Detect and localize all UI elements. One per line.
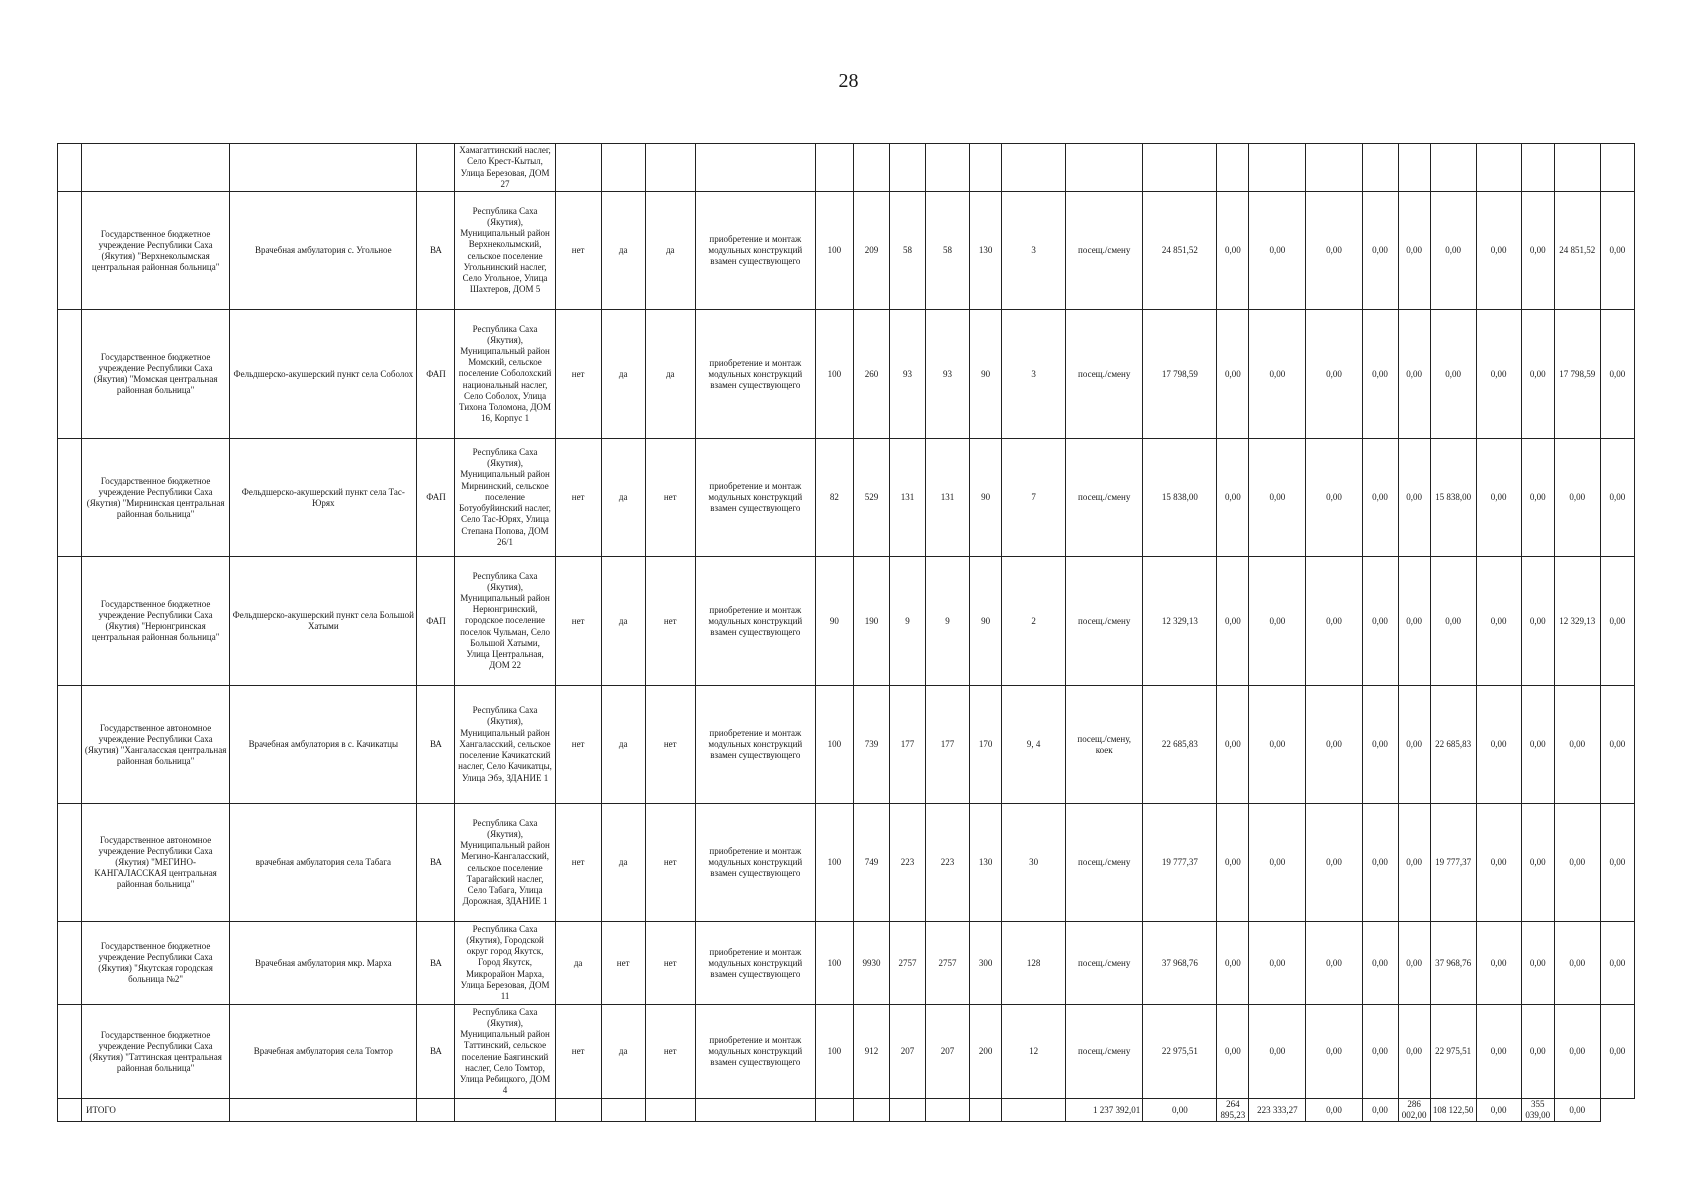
cell-m6: 0,00 <box>1430 310 1476 439</box>
cell-v6: 7 <box>1002 439 1066 557</box>
cell-measure: приобретение и монтаж модульных конструкций взамен существующего <box>695 686 815 804</box>
cell-type: ВА <box>417 192 455 310</box>
cell-m2: 0,00 <box>1249 310 1306 439</box>
table-row <box>58 557 1635 686</box>
cell-address: Республика Саха (Якутия), Муниципальный район Мирнинский, сельское поселение Ботуобуйинский наслег, Село Тас-Юрях, Улица Степана Попова, ДОМ 26/1 <box>455 439 555 557</box>
cell-m10: 0,00 <box>1600 192 1634 310</box>
cell-m8 <box>1521 144 1554 192</box>
cell-f2 <box>601 144 645 192</box>
cell-m6: 15 838,00 <box>1430 439 1476 557</box>
cell-f2: да <box>601 1005 645 1099</box>
cell <box>58 1005 82 1099</box>
cell-m8: 0,00 <box>1521 1005 1554 1099</box>
cell-m7: 0,00 <box>1476 192 1521 310</box>
cell-total: 12 329,13 <box>1143 557 1217 686</box>
cell-m6: 19 777,37 <box>1430 804 1476 922</box>
cell-m5: 0,00 <box>1398 1005 1430 1099</box>
totals-m7: 108 122,50 <box>1430 1099 1476 1122</box>
cell-facility: Фельдшерско-акушерский пункт села Соболох <box>230 310 417 439</box>
cell-v4: 58 <box>926 192 970 310</box>
cell-v6: 9, 4 <box>1002 686 1066 804</box>
cell-m1: 0,00 <box>1217 310 1249 439</box>
cell-total: 37 968,76 <box>1143 922 1217 1005</box>
cell-v1: 100 <box>815 310 853 439</box>
cell-f3 <box>645 144 695 192</box>
cell-measure <box>695 144 815 192</box>
cell <box>970 1099 1002 1122</box>
table-row <box>58 1005 1635 1099</box>
cell <box>58 310 82 439</box>
cell-m4: 0,00 <box>1362 1005 1398 1099</box>
cell-m6: 0,00 <box>1430 192 1476 310</box>
cell-v2: 209 <box>853 192 889 310</box>
cell-f3: нет <box>645 922 695 1005</box>
totals-m4: 0,00 <box>1306 1099 1362 1122</box>
cell <box>815 1099 853 1122</box>
totals-row <box>58 1099 1635 1122</box>
cell <box>58 557 82 686</box>
cell-m2: 0,00 <box>1249 439 1306 557</box>
cell-v2: 912 <box>853 1005 889 1099</box>
cell-m7: 0,00 <box>1476 439 1521 557</box>
cell-facility: Врачебная амбулатория в с. Качикатцы <box>230 686 417 804</box>
cell-unit: посещ./смену <box>1066 804 1143 922</box>
cell-f3: да <box>645 192 695 310</box>
cell-m10: 0,00 <box>1600 922 1634 1005</box>
cell-m4: 0,00 <box>1362 922 1398 1005</box>
table-row <box>58 922 1635 1005</box>
cell-f3: да <box>645 310 695 439</box>
cell-m4: 0,00 <box>1362 310 1398 439</box>
cell-m1: 0,00 <box>1217 557 1249 686</box>
cell-m8: 0,00 <box>1521 922 1554 1005</box>
cell-m1: 0,00 <box>1217 686 1249 804</box>
totals-m1: 0,00 <box>1143 1099 1217 1122</box>
cell <box>889 1099 925 1122</box>
cell-m2: 0,00 <box>1249 922 1306 1005</box>
cell-v4: 93 <box>926 310 970 439</box>
cell-address: Республика Саха (Якутия), Муниципальный район Момский, сельское поселение Соболохский национальный наслег, Село Соболох, Улица Тихона Толомона, ДОМ 16, Корпус 1 <box>455 310 555 439</box>
cell-v6: 12 <box>1002 1005 1066 1099</box>
cell-v3: 223 <box>889 804 925 922</box>
cell-f2: да <box>601 192 645 310</box>
cell <box>58 686 82 804</box>
cell-m10: 0,00 <box>1600 310 1634 439</box>
cell-m3: 0,00 <box>1306 1005 1362 1099</box>
cell-m5 <box>1398 144 1430 192</box>
cell <box>58 144 82 192</box>
cell-v2: 529 <box>853 439 889 557</box>
cell-measure: приобретение и монтаж модульных конструкций взамен существующего <box>695 922 815 1005</box>
cell-m5: 0,00 <box>1398 804 1430 922</box>
cell-f3: нет <box>645 557 695 686</box>
cell-v5: 300 <box>970 922 1002 1005</box>
cell-f2: да <box>601 557 645 686</box>
cell-m7: 0,00 <box>1476 922 1521 1005</box>
cell-m10: 0,00 <box>1600 557 1634 686</box>
cell-v5: 200 <box>970 1005 1002 1099</box>
cell-f1: нет <box>555 192 601 310</box>
cell-m10: 0,00 <box>1600 1005 1634 1099</box>
cell-f3: нет <box>645 1005 695 1099</box>
cell-m2: 0,00 <box>1249 1005 1306 1099</box>
cell-v6: 3 <box>1002 310 1066 439</box>
cell <box>58 1099 82 1122</box>
cell-unit: посещ./смену, коек <box>1066 686 1143 804</box>
table-row <box>58 192 1635 310</box>
cell-m7 <box>1476 144 1521 192</box>
cell-v1: 90 <box>815 557 853 686</box>
totals-label: ИТОГО <box>82 1099 230 1122</box>
table-row <box>58 310 1635 439</box>
cell-v3: 9 <box>889 557 925 686</box>
cell-facility: Фельдшерско-акушерский пункт села Большой Хатыми <box>230 557 417 686</box>
cell <box>926 1099 970 1122</box>
cell-v3: 131 <box>889 439 925 557</box>
cell-v6: 2 <box>1002 557 1066 686</box>
cell-f1: нет <box>555 686 601 804</box>
cell-m10: 0,00 <box>1600 686 1634 804</box>
cell-total: 19 777,37 <box>1143 804 1217 922</box>
cell-facility <box>230 144 417 192</box>
cell-m8: 0,00 <box>1521 557 1554 686</box>
cell-m2: 0,00 <box>1249 557 1306 686</box>
cell-type <box>417 144 455 192</box>
cell <box>601 1099 645 1122</box>
cell-v5: 130 <box>970 192 1002 310</box>
cell-m4: 0,00 <box>1362 192 1398 310</box>
cell-m4 <box>1362 144 1398 192</box>
cell-m3: 0,00 <box>1306 804 1362 922</box>
cell-v2 <box>853 144 889 192</box>
cell-m1: 0,00 <box>1217 439 1249 557</box>
cell-m10: 0,00 <box>1600 804 1634 922</box>
cell-facility: Врачебная амбулатория мкр. Марха <box>230 922 417 1005</box>
page-number: 28 <box>838 70 859 92</box>
cell-m8: 0,00 <box>1521 310 1554 439</box>
cell-v4: 131 <box>926 439 970 557</box>
cell-unit: посещ./смену <box>1066 439 1143 557</box>
cell <box>645 1099 695 1122</box>
cell-m10 <box>1600 144 1634 192</box>
cell-v6: 128 <box>1002 922 1066 1005</box>
cell-address: Хамагаттинский наслег, Село Крест-Кытыл, Улица Березовая, ДОМ 27 <box>455 144 555 192</box>
cell-unit: посещ./смену <box>1066 192 1143 310</box>
cell-type: ФАП <box>417 310 455 439</box>
cell-v4 <box>926 144 970 192</box>
cell-facility: Фельдшерско-акушерский пункт села Тас-Юрях <box>230 439 417 557</box>
cell-total: 17 798,59 <box>1143 310 1217 439</box>
cell-v5 <box>970 144 1002 192</box>
cell-v2: 739 <box>853 686 889 804</box>
cell-m8: 0,00 <box>1521 439 1554 557</box>
cell-f1: нет <box>555 557 601 686</box>
cell <box>417 1099 455 1122</box>
cell-f1: нет <box>555 1005 601 1099</box>
cell-v5: 90 <box>970 310 1002 439</box>
cell-type: ВА <box>417 1005 455 1099</box>
cell-m3: 0,00 <box>1306 439 1362 557</box>
cell-f1: нет <box>555 310 601 439</box>
cell-m5: 0,00 <box>1398 439 1430 557</box>
cell-m5: 0,00 <box>1398 686 1430 804</box>
table-row <box>58 686 1635 804</box>
cell <box>695 1099 815 1122</box>
cell-m6: 37 968,76 <box>1430 922 1476 1005</box>
cell-m5: 0,00 <box>1398 192 1430 310</box>
cell-v1: 100 <box>815 686 853 804</box>
cell-v5: 90 <box>970 439 1002 557</box>
cell-unit: посещ./смену <box>1066 310 1143 439</box>
cell-type: ФАП <box>417 439 455 557</box>
cell-m8: 0,00 <box>1521 686 1554 804</box>
cell-v4: 207 <box>926 1005 970 1099</box>
cell-v4: 2757 <box>926 922 970 1005</box>
cell-m7: 0,00 <box>1476 804 1521 922</box>
cell-m9: 0,00 <box>1554 1005 1600 1099</box>
totals-m3: 223 333,27 <box>1249 1099 1306 1122</box>
cell-m5: 0,00 <box>1398 310 1430 439</box>
cell-f3: нет <box>645 686 695 804</box>
cell-org: Государственное бюджетное учреждение Республики Саха (Якутия) "Момская центральная районная больница" <box>82 310 230 439</box>
table-row <box>58 144 1635 192</box>
cell-m6: 22 975,51 <box>1430 1005 1476 1099</box>
cell-total <box>1143 144 1217 192</box>
totals-m2: 264 895,23 <box>1217 1099 1249 1122</box>
cell-v6 <box>1002 144 1066 192</box>
totals-m9: 355 039,00 <box>1521 1099 1554 1122</box>
cell-m5: 0,00 <box>1398 557 1430 686</box>
cell-m3: 0,00 <box>1306 922 1362 1005</box>
cell-m8: 0,00 <box>1521 192 1554 310</box>
cell-m2: 0,00 <box>1249 804 1306 922</box>
cell-facility: Врачебная амбулатория села Томтор <box>230 1005 417 1099</box>
cell-type: ВА <box>417 686 455 804</box>
cell-org: Государственное бюджетное учреждение Республики Саха (Якутия) "Верхнеколымская центральная районная больница" <box>82 192 230 310</box>
cell-m9: 24 851,52 <box>1554 192 1600 310</box>
cell-v3: 177 <box>889 686 925 804</box>
cell-org: Государственное бюджетное учреждение Республики Саха (Якутия) "Мирнинская центральная районная больница" <box>82 439 230 557</box>
cell-unit <box>1066 144 1143 192</box>
totals-m8: 0,00 <box>1476 1099 1521 1122</box>
cell-v6: 30 <box>1002 804 1066 922</box>
cell-m6 <box>1430 144 1476 192</box>
cell-facility: Врачебная амбулатория с. Угольное <box>230 192 417 310</box>
cell-m7: 0,00 <box>1476 557 1521 686</box>
cell-org: Государственное бюджетное учреждение Республики Саха (Якутия) "Нерюнгринская центральная районная больница" <box>82 557 230 686</box>
cell-m3: 0,00 <box>1306 557 1362 686</box>
cell-f2: да <box>601 686 645 804</box>
totals-m6: 286 002,00 <box>1398 1099 1430 1122</box>
table-row <box>58 439 1635 557</box>
cell-type: ФАП <box>417 557 455 686</box>
cell-m4: 0,00 <box>1362 557 1398 686</box>
cell-measure: приобретение и монтаж модульных конструкций взамен существующего <box>695 192 815 310</box>
cell-m7: 0,00 <box>1476 1005 1521 1099</box>
cell-v1: 82 <box>815 439 853 557</box>
cell-m3: 0,00 <box>1306 310 1362 439</box>
cell-v3 <box>889 144 925 192</box>
cell-type: ВА <box>417 922 455 1005</box>
cell-v5: 130 <box>970 804 1002 922</box>
cell-v1: 100 <box>815 804 853 922</box>
cell-m1: 0,00 <box>1217 804 1249 922</box>
cell-address: Республика Саха (Якутия), Городской округ город Якутск, Город Якутск, Микрорайон Марха, Улица Березовая, ДОМ 11 <box>455 922 555 1005</box>
cell-v1: 100 <box>815 192 853 310</box>
cell-v3: 58 <box>889 192 925 310</box>
cell-m1 <box>1217 144 1249 192</box>
cell-f2: нет <box>601 922 645 1005</box>
cell-m6: 22 685,83 <box>1430 686 1476 804</box>
cell <box>455 1099 555 1122</box>
cell-m5: 0,00 <box>1398 922 1430 1005</box>
cell-m2: 0,00 <box>1249 686 1306 804</box>
cell-f3: нет <box>645 804 695 922</box>
cell-m9: 0,00 <box>1554 804 1600 922</box>
cell-m9 <box>1554 144 1600 192</box>
cell-m1: 0,00 <box>1217 922 1249 1005</box>
cell-org: Государственное бюджетное учреждение Республики Саха (Якутия) "Якутская городская больница №2" <box>82 922 230 1005</box>
cell-m7: 0,00 <box>1476 686 1521 804</box>
cell-total: 22 685,83 <box>1143 686 1217 804</box>
cell <box>58 439 82 557</box>
cell-v1: 100 <box>815 1005 853 1099</box>
cell-measure: приобретение и монтаж модульных конструкций взамен существующего <box>695 1005 815 1099</box>
cell-unit: посещ./смену <box>1066 557 1143 686</box>
cell-m2: 0,00 <box>1249 192 1306 310</box>
cell-m9: 17 798,59 <box>1554 310 1600 439</box>
cell-org: Государственное бюджетное учреждение Республики Саха (Якутия) "Таттинская центральная районная больница" <box>82 1005 230 1099</box>
cell-org <box>82 144 230 192</box>
cell-org: Государственное автономное учреждение Республики Саха (Якутия) "МЕГИНО-КАНГАЛАССКАЯ центральная районная больница" <box>82 804 230 922</box>
cell-m4: 0,00 <box>1362 439 1398 557</box>
cell-v1: 100 <box>815 922 853 1005</box>
cell-total: 22 975,51 <box>1143 1005 1217 1099</box>
cell-address: Республика Саха (Якутия), Муниципальный район Хангаласский, сельское поселение Качикатский наслег, Село Качикатцы, Улица Эбэ, ЗДАНИЕ 1 <box>455 686 555 804</box>
cell-v2: 260 <box>853 310 889 439</box>
cell-org: Государственное автономное учреждение Республики Саха (Якутия) "Хангаласская центральная районная больница" <box>82 686 230 804</box>
cell-v4: 177 <box>926 686 970 804</box>
cell-f2: да <box>601 439 645 557</box>
cell <box>58 192 82 310</box>
cell-m8: 0,00 <box>1521 804 1554 922</box>
cell-f2: да <box>601 310 645 439</box>
cell-m7: 0,00 <box>1476 310 1521 439</box>
cell-address: Республика Саха (Якутия), Муниципальный район Верхнеколымский, сельское поселение Угольнинский наслег, Село Угольное, Улица Шахтеров, ДОМ 5 <box>455 192 555 310</box>
cell-v4: 223 <box>926 804 970 922</box>
totals-total: 1 237 392,01 <box>1066 1099 1143 1122</box>
cell-v2: 9930 <box>853 922 889 1005</box>
cell-v2: 749 <box>853 804 889 922</box>
cell-m9: 12 329,13 <box>1554 557 1600 686</box>
cell-v3: 93 <box>889 310 925 439</box>
totals-m10: 0,00 <box>1554 1099 1600 1122</box>
cell-address: Республика Саха (Якутия), Муниципальный район Мегино-Кангаласский, сельское поселение Тарагайский наслег, Село Табага, Улица Дорожная, ЗДАНИЕ 1 <box>455 804 555 922</box>
cell-v5: 170 <box>970 686 1002 804</box>
cell-facility: врачебная амбулатория села Табага <box>230 804 417 922</box>
cell-m3: 0,00 <box>1306 686 1362 804</box>
cell-m3 <box>1306 144 1362 192</box>
cell-v3: 207 <box>889 1005 925 1099</box>
cell-v5: 90 <box>970 557 1002 686</box>
totals-m5: 0,00 <box>1362 1099 1398 1122</box>
cell-m10: 0,00 <box>1600 439 1634 557</box>
cell <box>230 1099 417 1122</box>
cell-measure: приобретение и монтаж модульных конструкций взамен существующего <box>695 310 815 439</box>
cell-measure: приобретение и монтаж модульных конструкций взамен существующего <box>695 557 815 686</box>
table-row <box>58 804 1635 922</box>
cell-measure: приобретение и монтаж модульных конструкций взамен существующего <box>695 439 815 557</box>
cell-m2 <box>1249 144 1306 192</box>
cell-m4: 0,00 <box>1362 686 1398 804</box>
cell-m6: 0,00 <box>1430 557 1476 686</box>
cell <box>1002 1099 1066 1122</box>
cell <box>853 1099 889 1122</box>
cell-f2: да <box>601 804 645 922</box>
cell-m9: 0,00 <box>1554 439 1600 557</box>
cell-f1 <box>555 144 601 192</box>
cell-m3: 0,00 <box>1306 192 1362 310</box>
cell <box>555 1099 601 1122</box>
cell-v4: 9 <box>926 557 970 686</box>
cell <box>58 922 82 1005</box>
cell-v1 <box>815 144 853 192</box>
cell-f1: да <box>555 922 601 1005</box>
cell-v2: 190 <box>853 557 889 686</box>
cell-f3: нет <box>645 439 695 557</box>
cell <box>58 804 82 922</box>
cell-m1: 0,00 <box>1217 1005 1249 1099</box>
cell-m1: 0,00 <box>1217 192 1249 310</box>
cell-type: ВА <box>417 804 455 922</box>
cell-f1: нет <box>555 439 601 557</box>
cell-m4: 0,00 <box>1362 804 1398 922</box>
cell-m9: 0,00 <box>1554 686 1600 804</box>
cell-unit: посещ./смену <box>1066 922 1143 1005</box>
cell-measure: приобретение и монтаж модульных конструкций взамен существующего <box>695 804 815 922</box>
cell-total: 15 838,00 <box>1143 439 1217 557</box>
cell-v3: 2757 <box>889 922 925 1005</box>
facilities-table <box>57 143 1635 1122</box>
cell-m9: 0,00 <box>1554 922 1600 1005</box>
cell-v6: 3 <box>1002 192 1066 310</box>
cell-f1: нет <box>555 804 601 922</box>
cell-total: 24 851,52 <box>1143 192 1217 310</box>
cell-address: Республика Саха (Якутия), Муниципальный район Нерюнгринский, городское поселение поселок Чульман, Село Большой Хатыми, Улица Центральная, ДОМ 22 <box>455 557 555 686</box>
cell-address: Республика Саха (Якутия), Муниципальный район Таттинский, сельское поселение Баягинский наслег, Село Томтор, Улица Ребицкого, ДОМ 4 <box>455 1005 555 1099</box>
cell-unit: посещ./смену <box>1066 1005 1143 1099</box>
